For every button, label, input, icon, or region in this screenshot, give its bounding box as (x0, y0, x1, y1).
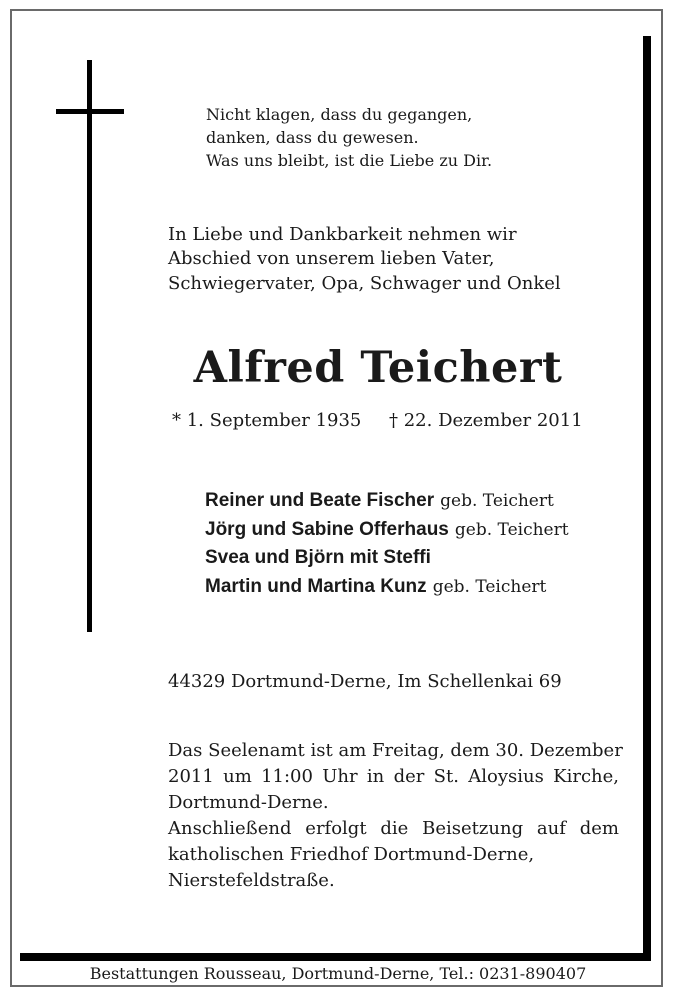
address: 44329 Dortmund-Derne, Im Schellenkai 69 (168, 671, 562, 692)
service-line: 2011 um 11:00 Uhr in der St. Aloysius Kirche, (168, 766, 619, 787)
poem-line: Was uns bleibt, ist die Liebe zu Dir. (206, 151, 493, 170)
family-entry (205, 520, 569, 539)
intro-line: Abschied von unserem lieben Vater, (168, 248, 495, 269)
service-line: Nierstefeldstraße. (168, 870, 335, 891)
family-names: Martin und Martina Kunz (205, 576, 427, 597)
footer-undertaker: Bestattungen Rousseau, Dortmund-Derne, Tel.: 0231-890407 (89, 964, 587, 983)
poem-line: danken, dass du gewesen. (206, 128, 419, 147)
service-line: katholischen Friedhof Dortmund-Derne, (168, 844, 535, 865)
border-shadow-bottom (20, 953, 651, 961)
family-names: Jörg und Sabine Offerhaus (205, 519, 449, 540)
intro-line: In Liebe und Dankbarkeit nehmen wir (168, 224, 517, 245)
poem-line: Nicht klagen, dass du gegangen, (206, 105, 473, 124)
family-nee: geb. Teichert (432, 577, 547, 597)
border-shadow-right (643, 36, 651, 961)
family-nee: geb. Teichert (440, 491, 554, 511)
intro-line: Schwiegervater, Opa, Schwager und Onkel (168, 273, 561, 294)
family-names: Svea und Björn mit Steffi (205, 547, 431, 568)
service-line: Dortmund-Derne. (168, 792, 329, 813)
family-entry (205, 491, 554, 510)
deceased-name: Alfred Teichert (193, 343, 563, 393)
cross-icon-bar (56, 109, 124, 114)
service-line: Anschließend erfolgt die Beisetzung auf dem (168, 818, 619, 839)
family-entry (205, 548, 431, 567)
death-date: † 22. Dezember 2011 (389, 410, 583, 431)
family-names: Reiner und Beate Fischer (205, 490, 435, 511)
service-line: Das Seelenamt ist am Freitag, dem 30. Dezember (168, 740, 623, 761)
family-entry (205, 577, 546, 596)
family-nee: geb. Teichert (454, 520, 569, 540)
birth-date: * 1. September 1935 (172, 410, 362, 431)
